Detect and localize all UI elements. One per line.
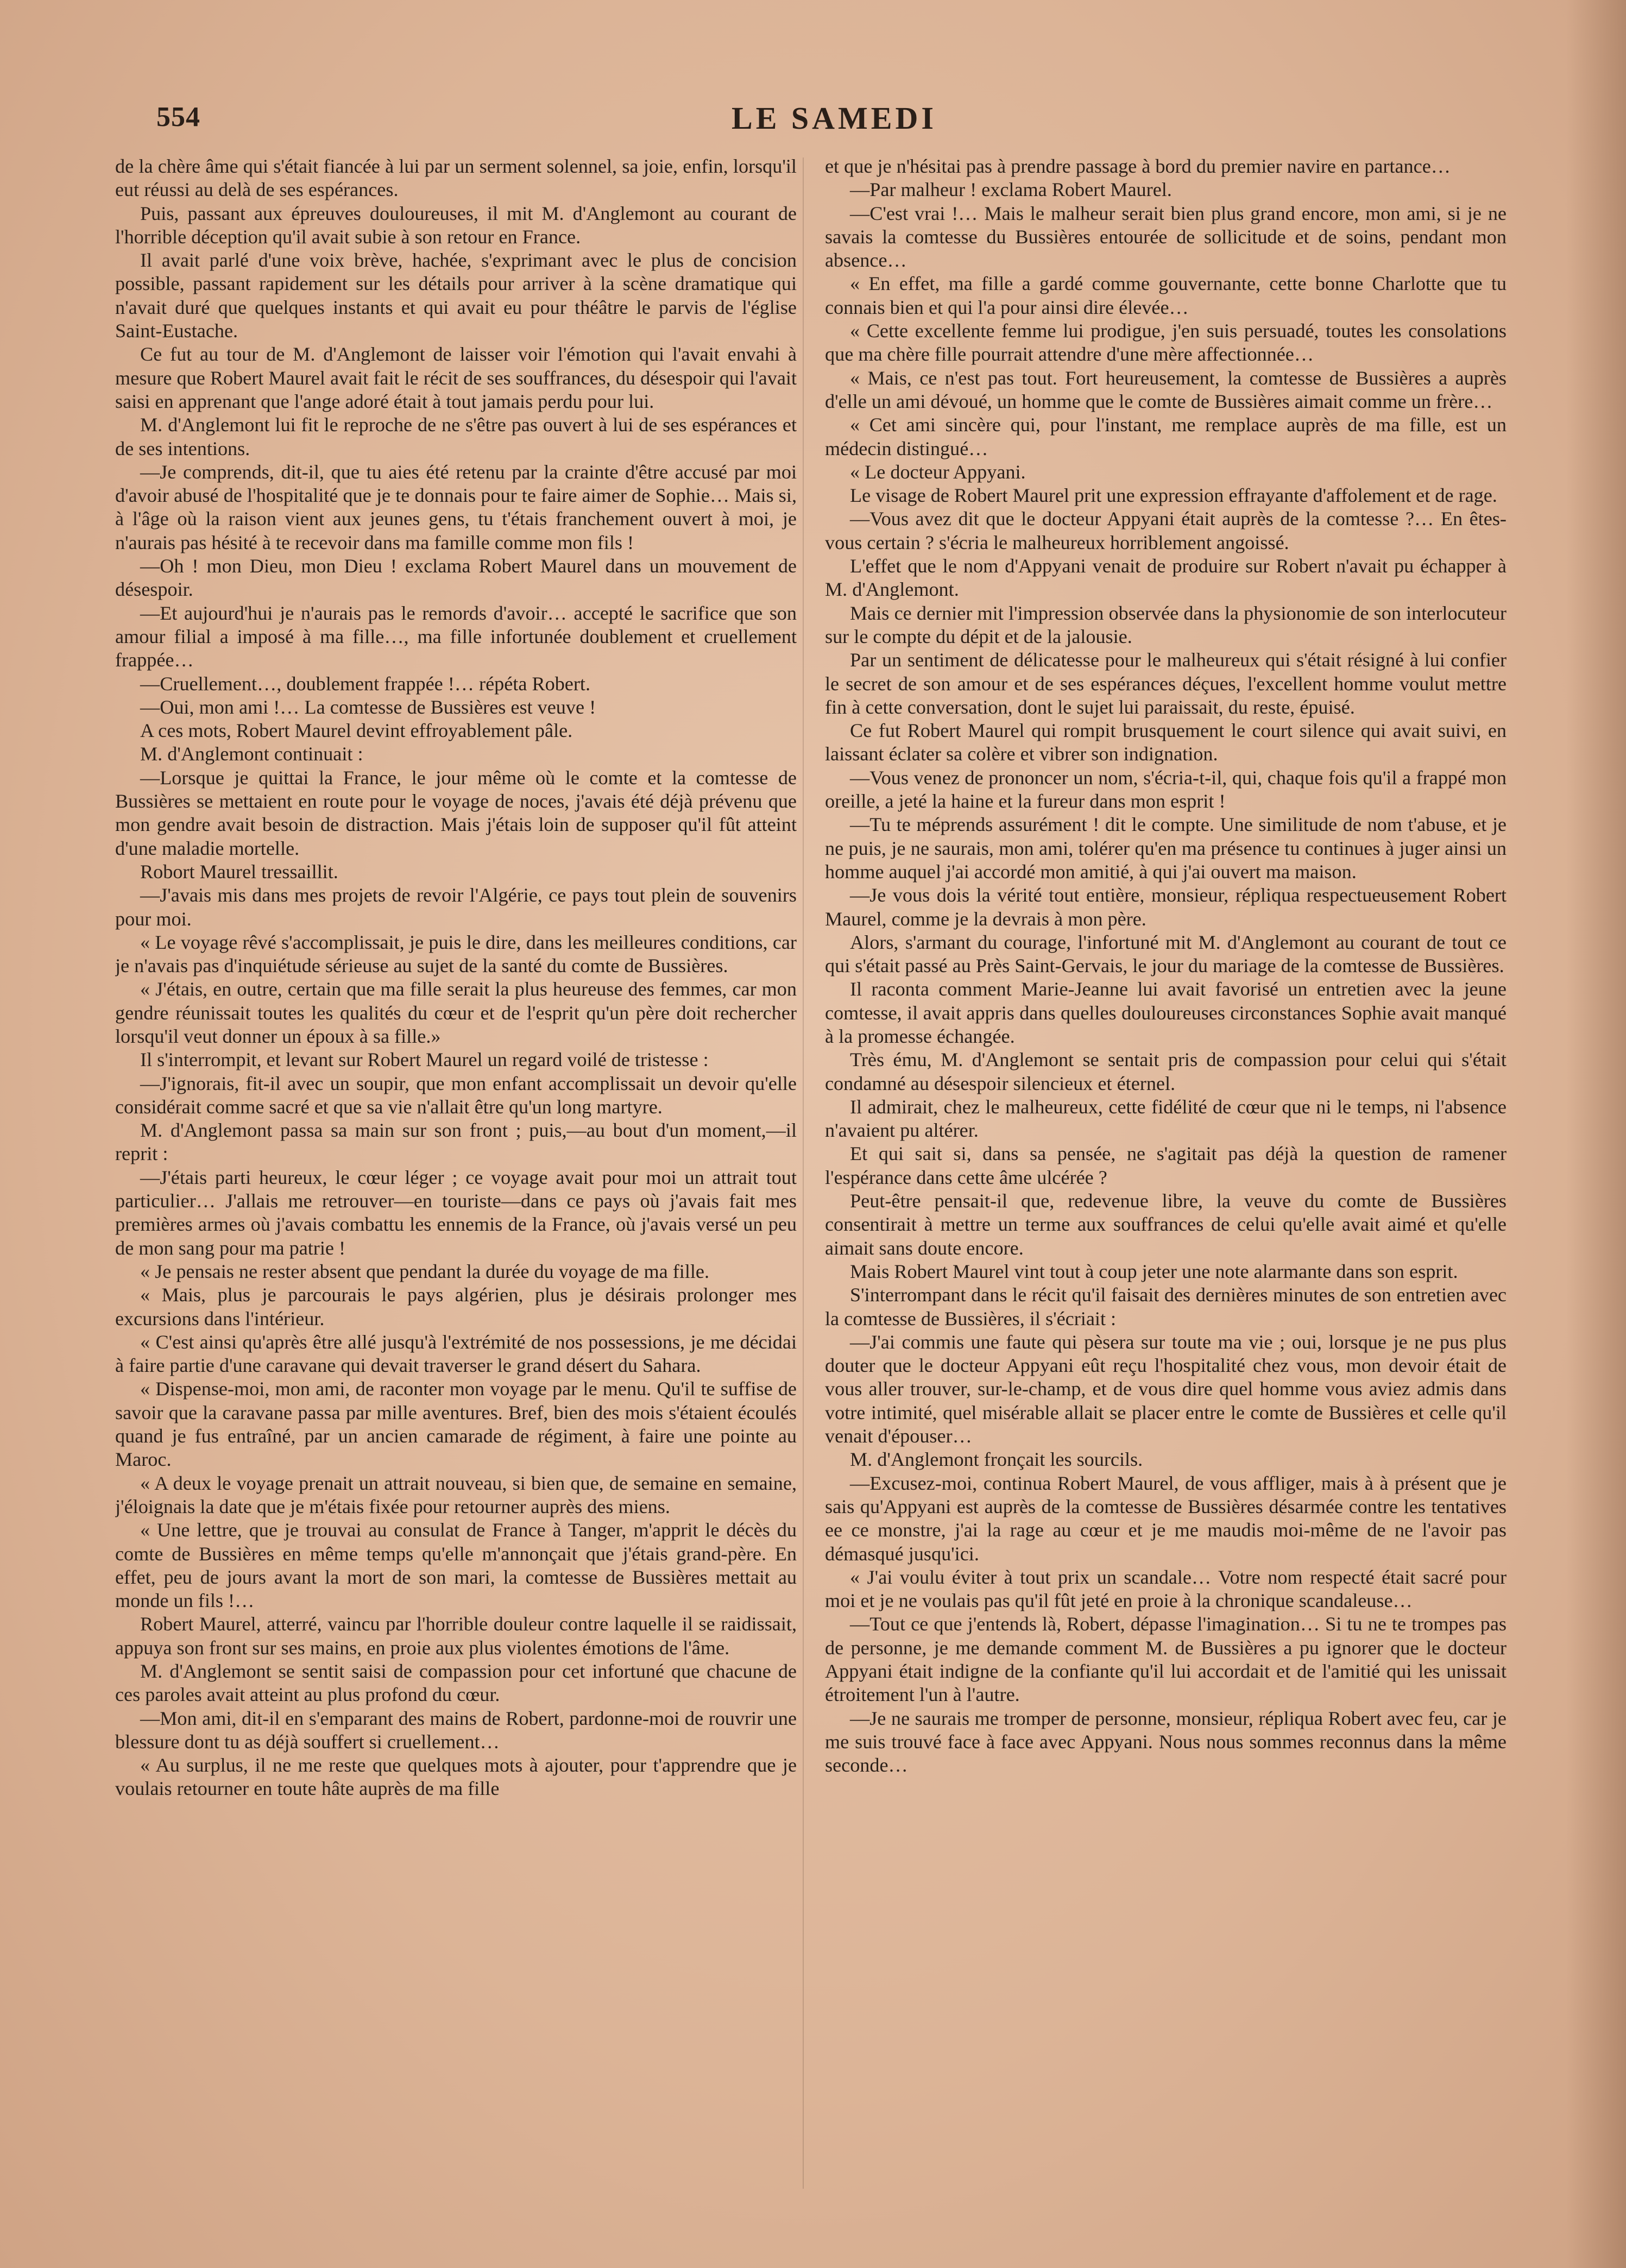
paragraph: « Mais, plus je parcourais le pays algérien, plus je désirais prolonger mes excursions dans l'intérieur.: [115, 1284, 797, 1330]
paragraph: —Je vous dois la vérité tout entière, monsieur, répliqua respectueusement Robert Maurel, comme je la devrais à mon père.: [825, 884, 1507, 930]
paragraph: « Dispense-moi, mon ami, de raconter mon voyage par le menu. Qu'il te suffise de savoir que la caravane passa par mille aventures. Bref, bien des mois s'étaient écoulés quand je fus entraîné, par un ancien camarade de régiment, à faire une pointe au Maroc.: [115, 1378, 797, 1471]
paragraph: —Oui, mon ami !… La comtesse de Bussières est veuve !: [140, 696, 596, 718]
paragraph: —J'avais mis dans mes projets de revoir l'Algérie, ce pays tout plein de souvenirs pour moi.: [115, 884, 797, 930]
paragraph: —Cruellement…, doublement frappée !… répéta Robert.: [140, 672, 591, 695]
paragraph: « Je pensais ne rester absent que pendant la durée du voyage de ma fille.: [140, 1260, 710, 1282]
paragraph: L'effet que le nom d'Appyani venait de produire sur Robert n'avait pu échapper à M. d'Anglemont.: [825, 555, 1507, 601]
paragraph: —J'ai commis une faute qui pèsera sur toute ma vie ; oui, lorsque je ne pus plus douter que le docteur Appyani eût reçu l'hospitalité chez vous, mon devoir était de vous aller trouver, sur-le-champ, et de vous dire quel homme vous aviez admis dans votre intimité, quel misérable allait se placer entre le comte de Bussières et celle qu'il venait d'épouser…: [825, 1331, 1507, 1447]
paragraph: —Mon ami, dit-il en s'emparant des mains de Robert, pardonne-moi de rouvrir une blessure dont tu as déjà souffert si cruellement…: [115, 1707, 797, 1753]
paragraph: « Mais, ce n'est pas tout. Fort heureusement, la comtesse de Bussières a auprès d'elle un ami dévoué, un homme que le comte de Bussières aimait comme un frère…: [825, 367, 1507, 412]
article-columns: [115, 155, 1507, 2197]
paragraph: —Vous avez dit que le docteur Appyani était auprès de la comtesse ?… En êtes-vous certain ? s'écria le malheureux horriblement angoissé.: [825, 508, 1507, 553]
paragraph: A ces mots, Robert Maurel devint effroyablement pâle.: [140, 720, 573, 742]
paragraph: —Oh ! mon Dieu, mon Dieu ! exclama Robert Maurel dans un mouvement de désespoir.: [115, 555, 797, 601]
paragraph: de la chère âme qui s'était fiancée à lui par un serment solennel, sa joie, enfin, lorsqu'il eut réussi au delà de ses espérances.: [115, 155, 797, 201]
paragraph: Il raconta comment Marie-Jeanne lui avait favorisé un entretien avec la jeune comtesse, il avait appris dans quelles douloureuses circonstances Sophie avait manqué à la promesse échangée.: [825, 978, 1507, 1047]
paragraph: Très ému, M. d'Anglemont se sentait pris de compassion pour celui qui s'était condamné au désespoir silencieux et éternel.: [825, 1049, 1507, 1094]
paragraph: S'interrompant dans le récit qu'il faisait des dernières minutes de son entretien avec la comtesse de Bussières, il s'écriait :: [825, 1284, 1507, 1330]
paragraph: M. d'Anglemont passa sa main sur son front ; puis,—au bout d'un moment,—il reprit :: [115, 1119, 797, 1165]
paragraph: Peut-être pensait-il que, redevenue libre, la veuve du comte de Bussières consentirait à mettre un terme aux souffrances de celui qu'elle avait aimé et qu'elle aimait sans doute encore.: [825, 1190, 1507, 1259]
paragraph: —Excusez-moi, continua Robert Maurel, de vous affliger, mais à à présent que je sais qu'Appyani est auprès de la comtesse de Bussières désarmée contre les tentatives ee ce monstre, j'ai la rage au cœur et je me maudis moi-même de ne l'avoir pas démasqué jusqu'ici.: [825, 1472, 1507, 1565]
paragraph: Robert Maurel, atterré, vaincu par l'horrible douleur contre laquelle il se raidissait, appuya son front sur ses mains, en proie aux plus violentes émotions de l'âme.: [115, 1613, 797, 1659]
paragraph: Il admirait, chez le malheureux, cette fidélité de cœur que ni le temps, ni l'absence n'avaient pu altérer.: [825, 1095, 1507, 1142]
paragraph: —J'étais parti heureux, le cœur léger ; ce voyage avait pour moi un attrait tout particulier… J'allais me retrouver—en touriste—dans ce pays où j'avais fait mes premières armes où j'avais combattu les ennemis de la France, où j'avais versé un peu de mon sang pour ma patrie !: [115, 1166, 797, 1259]
paragraph: et que je n'hésitai pas à prendre passage à bord du premier navire en partance…: [825, 155, 1451, 177]
paragraph: Ce fut Robert Maurel qui rompit brusquement le court silence qui avait suivi, en laissant éclater sa colère et vibrer son indignation.: [825, 720, 1507, 765]
paragraph: « A deux le voyage prenait un attrait nouveau, si bien que, de semaine en semaine, j'éloignais la date que je m'étais fixée pour retourner auprès des miens.: [115, 1472, 797, 1517]
paragraph: « J'ai voulu éviter à tout prix un scandale… Votre nom respecté était sacré pour moi et je ne voulais pas qu'il fût jeté en proie à la chronique scandaleuse…: [825, 1566, 1507, 1612]
left-column: [115, 155, 797, 2197]
paragraph: —Vous venez de prononcer un nom, s'écria-t-il, qui, chaque fois qu'il a frappé mon oreille, a jeté la haine et la fureur dans mon esprit !: [825, 766, 1507, 812]
paragraph: Il avait parlé d'une voix brève, hachée, s'exprimant avec le plus de concision possible, passant rapidement sur les détails pour arriver à la scène dramatique qui n'avait duré que quelques instants et qui avait eu pour théâtre le parvis de l'église Saint-Eustache.: [115, 249, 797, 342]
paragraph: « C'est ainsi qu'après être allé jusqu'à l'extrémité de nos possessions, je me décidai à faire partie d'une caravane qui devait traverser le grand désert du Sahara.: [115, 1331, 797, 1377]
paragraph: Le visage de Robert Maurel prit une expression effrayante d'affolement et de rage.: [850, 484, 1497, 507]
paragraph: « Le voyage rêvé s'accomplissait, je puis le dire, dans les meilleures conditions, car je n'avais pas d'inquiétude sérieuse au sujet de la santé du comte de Bussières.: [115, 931, 797, 977]
paragraph: Et qui sait si, dans sa pensée, ne s'agitait pas déjà la question de ramener l'espérance dans cette âme ulcérée ?: [825, 1143, 1507, 1188]
paragraph: Puis, passant aux épreuves douloureuses, il mit M. d'Anglemont au courant de l'horrible déception qu'il avait subie à son retour en France.: [115, 202, 797, 248]
paragraph: M. d'Anglemont continuait :: [140, 743, 363, 765]
paragraph: —Tu te méprends assurément ! dit le compte. Une similitude de nom t'abuse, et je ne puis, je ne saurais, mon ami, tolérer qu'en ma présence tu continues à juger ainsi un homme auquel j'ai accordé mon amitié, à qui j'ai ouvert ma maison.: [825, 814, 1507, 883]
paragraph: M. d'Anglemont lui fit le reproche de ne s'être pas ouvert à lui de ses espérances et de ses intentions.: [115, 414, 797, 459]
page-number: 554: [156, 102, 200, 133]
paragraph: M. d'Anglemont se sentit saisi de compassion pour cet infortuné que chacune de ces paroles avait atteint au plus profond du cœur.: [115, 1660, 797, 1706]
paragraph: Par un sentiment de délicatesse pour le malheureux qui s'était résigné à lui confier le secret de son amour et de ses espérances déçues, l'excellent homme voulut mettre fin à cette conversation, dont le sujet lui paraissait, du reste, épuisé.: [825, 649, 1507, 718]
masthead-title: LE SAMEDI: [732, 100, 937, 136]
right-column: [825, 155, 1507, 2197]
paragraph: —J'ignorais, fit-il avec un soupir, que mon enfant accomplissait un devoir qu'elle considérait comme sacré et que sa vie n'allait être qu'un long martyre.: [115, 1072, 797, 1118]
paragraph: « Au surplus, il ne me reste que quelques mots à ajouter, pour t'apprendre que je voulais retourner en toute hâte auprès de ma fille: [115, 1754, 797, 1800]
paragraph: —Par malheur ! exclama Robert Maurel.: [850, 179, 1172, 201]
paragraph: Robort Maurel tressaillit.: [140, 860, 338, 883]
paragraph: « Une lettre, que je trouvai au consulat de France à Tanger, m'apprit le décès du comte de Bussières en même temps qu'elle m'annonçait que j'étais grand-père. En effet, peu de jours avant la mort de son mari, la comtesse de Bussières mettait au monde un fils !…: [115, 1519, 797, 1612]
paragraph: Mais Robert Maurel vint tout à coup jeter une note alarmante dans son esprit.: [850, 1260, 1458, 1282]
paragraph: Ce fut au tour de M. d'Anglemont de laisser voir l'émotion qui l'avait envahi à mesure que Robert Maurel avait fait le récit de ses souffrances, du désespoir qui l'avait saisi en apprenant que l'ange adoré était à tout jamais perdu pour lui.: [115, 343, 797, 412]
paragraph: —C'est vrai !… Mais le malheur serait bien plus grand encore, mon ami, si je ne savais la comtesse du Bussières entourée de sollicitude et de soins, pendant mon absence…: [825, 202, 1507, 272]
paragraph: —Tout ce que j'entends là, Robert, dépasse l'imagination… Si tu ne te trompes pas de personne, je me demande comment M. de Bussières a pu ignorer que le docteur Appyani était indigne de la confiante qu'il lui accordait et de l'amitié qui les unissait étroitement l'un à l'autre.: [825, 1613, 1507, 1706]
paragraph: « En effet, ma fille a gardé comme gouvernante, cette bonne Charlotte que tu connais bien et qui l'a pour ainsi dire élevée…: [825, 273, 1507, 318]
paragraph: « J'étais, en outre, certain que ma fille serait la plus heureuse des femmes, car mon gendre réunissait toutes les qualités du cœur et de l'esprit qu'un père doit rechercher lorsqu'il veut donner un époux à sa fille.»: [115, 978, 797, 1047]
paragraph: —Je ne saurais me tromper de personne, monsieur, répliqua Robert avec feu, car je me suis trouvé face à face avec Appyani. Nous nous sommes reconnus dans la même seconde…: [825, 1707, 1507, 1776]
paragraph: Il s'interrompit, et levant sur Robert Maurel un regard voilé de tristesse :: [140, 1049, 709, 1071]
paragraph: Mais ce dernier mit l'impression observée dans la physionomie de son interlocuteur sur le compte du dépit et de la jalousie.: [825, 602, 1507, 647]
paragraph: « Cette excellente femme lui prodigue, j'en suis persuadé, toutes les consolations que ma chère fille pourrait attendre d'une mère affectionnée…: [825, 320, 1507, 366]
paragraph: —Je comprends, dit-il, que tu aies été retenu par la crainte d'être accusé par moi d'avoir abusé de l'hospitalité que je te donnais pour te faire aimer de Sophie… Mais si, à l'âge où la raison vient aux jeunes gens, tu t'étais franchement ouvert à moi, je n'aurais pas hésité à te recevoir dans ma famille comme mon fils !: [115, 461, 797, 553]
page-header: [151, 97, 1517, 140]
paragraph: « Cet ami sincère qui, pour l'instant, me remplace auprès de ma fille, est un médecin distingué…: [825, 414, 1507, 459]
page-fold-shadow: [1566, 0, 1626, 2268]
paragraph: « Le docteur Appyani.: [850, 461, 1026, 483]
paragraph: —Lorsque je quittai la France, le jour même où le comte et la comtesse de Bussières se mettaient en route pour le voyage de noces, j'avais été déjà prévenu que mon gendre avait besoin de distraction. Mais j'étais loin de supposer qu'il fût atteint d'une maladie mortelle.: [115, 766, 797, 859]
paragraph: M. d'Anglemont fronçait les sourcils.: [850, 1448, 1143, 1471]
paragraph: Alors, s'armant du courage, l'infortuné mit M. d'Anglemont au courant de tout ce qui s'était passé au Près Saint-Gervais, le jour du mariage de la comtesse de Bussières.: [825, 931, 1507, 977]
paragraph: —Et aujourd'hui je n'aurais pas le remords d'avoir… accepté le sacrifice que son amour filial a imposé à ma fille…, ma fille infortunée doublement et cruellement frappée…: [115, 602, 797, 671]
